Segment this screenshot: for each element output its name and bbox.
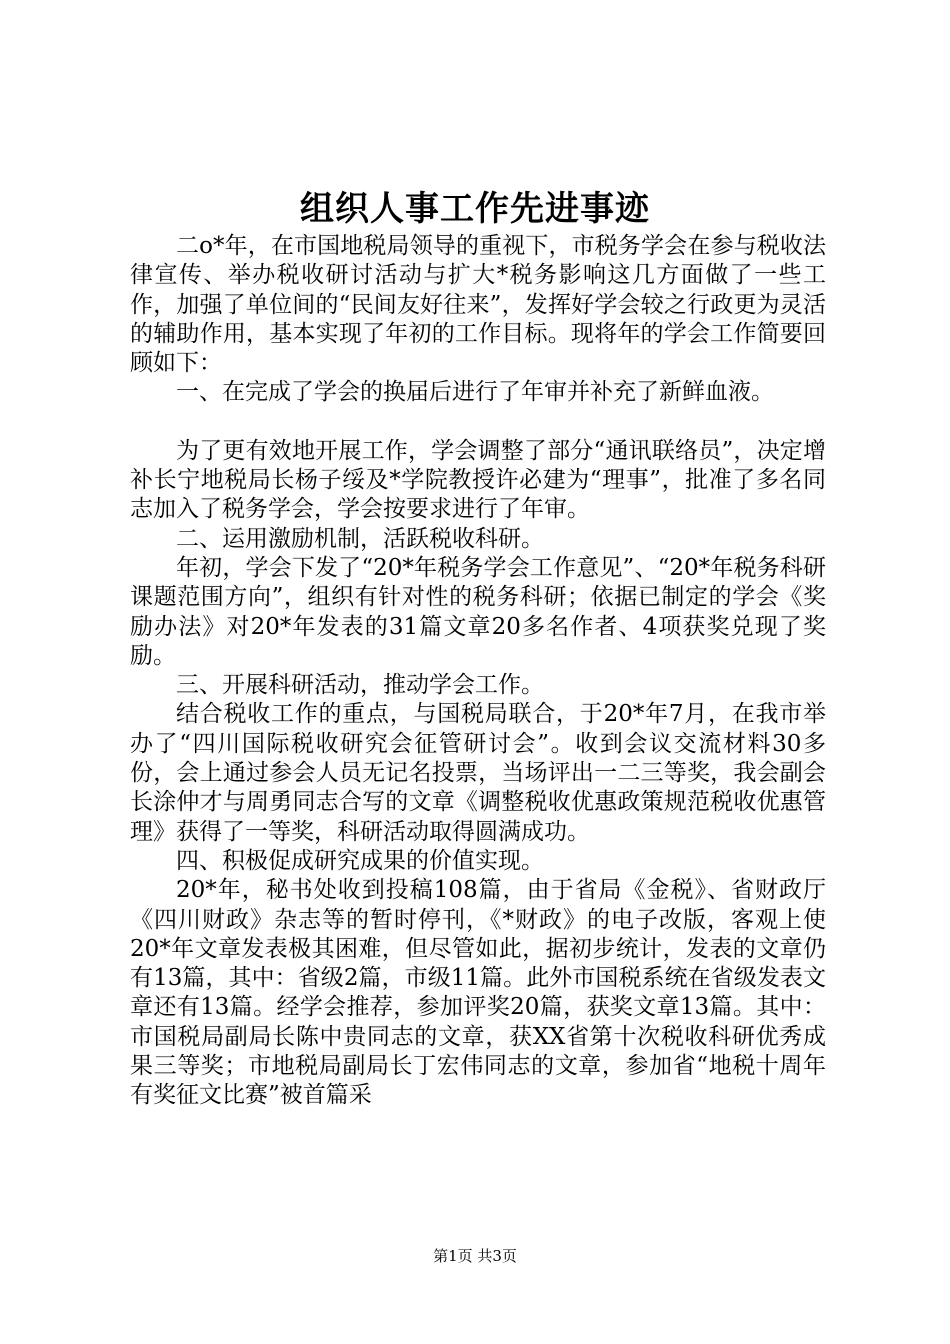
document-body: [130, 232, 826, 1111]
paragraph-section-4: 20*年，秘书处收到投稿108篇，由于省局《金税》、省财政厅《四川财政》杂志等的暂时停刊，《*财政》的电子改版，客观上使20*年文章发表极其困难，但尽管如此，据初步统计，发表的文章仍有13篇，其中：省级2篇，市级11篇。此外市国税系统在省级发表文章还有13篇。经学会推荐，参加评奖20篇，获奖文章13篇。其中：市国税局副局长陈中贵同志的文章，获XX省第十次税收科研优秀成果三等奖；市地税局副局长丁宏伟同志的文章，参加省“地税十周年有奖征文比赛”被首篇采: [130, 877, 826, 1109]
section-heading-1: 一、在完成了学会的换届后进行了年审并补充了新鲜血液。: [176, 379, 774, 406]
paragraph-intro: 二o*年，在市国地税局领导的重视下，市税务学会在参与税收法律宣传、举办税收研讨活动与扩大*税务影响这几方面做了一些工作，加强了单位间的“民间友好往来”，发挥好学会较之行政更为灵活的辅助作用，基本实现了年初的工作目标。现将年的学会工作简要回顾如下：: [130, 233, 826, 377]
page-footer: 第1页 共3页: [433, 1247, 517, 1265]
paragraph-section-3: 结合税收工作的重点，与国税局联合，于20*年7月，在我市举办了“四川国际税收研究会征管研讨会”。收到会议交流材料30多份，会上通过参会人员无记名投票，当场评出一二三等奖，我会副会长涂仲才与周勇同志合写的文章《调整税收优惠政策规范税收优惠管理》获得了一等奖，科研活动取得圆满成功。: [130, 701, 826, 845]
document-title: 组织人事工作先进事迹: [300, 189, 650, 229]
section-heading-2: 二、运用激励机制，活跃税收科研。: [176, 525, 544, 552]
paragraph-section-1: 为了更有效地开展工作，学会调整了部分“通讯联络员”，决定增补长宁地税局长杨子绥及*学院教授许必建为“理事”，批准了多名同志加入了税务学会，学会按要求进行了年审。: [130, 437, 826, 523]
paragraph-section-2: 年初，学会下发了“20*年税务学会工作意见”、“20*年税务科研课题范围方向”，组织有针对性的税务科研；依据已制定的学会《奖励办法》对20*年发表的31篇文章20多名作者、4项获奖兑现了奖励。: [130, 554, 826, 669]
section-heading-3: 三、开展科研活动，推动学会工作。: [176, 672, 544, 699]
section-heading-4: 四、积极促成研究成果的价值实现。: [176, 847, 544, 874]
